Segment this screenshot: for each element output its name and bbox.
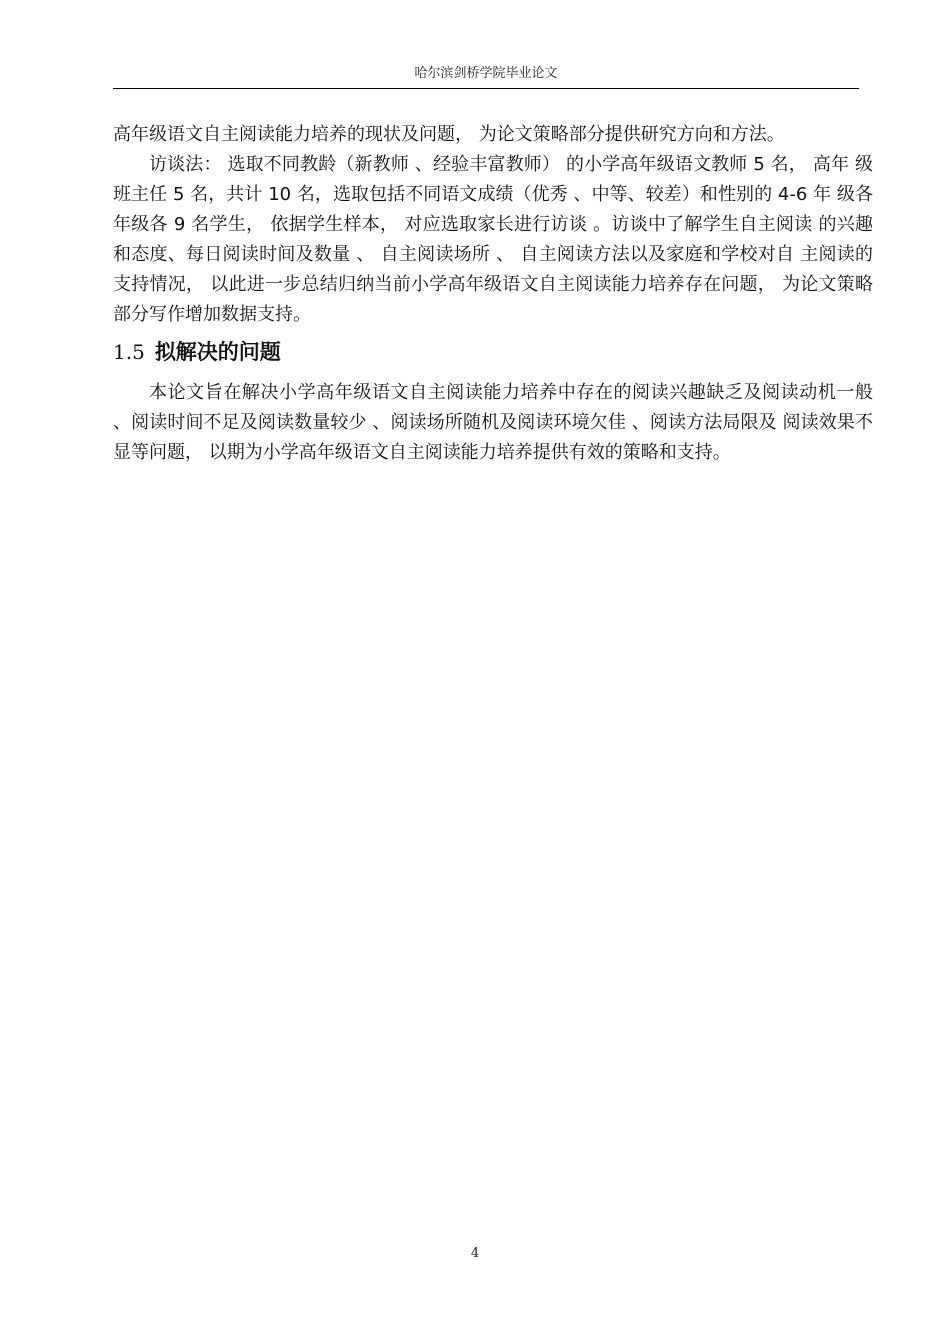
paragraph-interview-method: 访谈法： 选取不同教龄（新教师 、经验丰富教师） 的小学高年级语文教师 5 名， 高年 级班主任 5 名，共计 10 名，选取包括不同语文成绩（优秀 、中等、较差）和性别的 4-6 年 级各年级各 9 名学生， 依据学生样本， 对应选取家长进行访谈 。访谈中了解学生自主阅读 的兴趣和态度、每日阅读时间及数量 、 自主阅读场所 、 自主阅读方法以及家庭和学校对自 主阅读的支持情况， 以此进一步总结归纳当前小学高年级语文自主阅读能力培养存在问题， 为论文策略部分写作增加数据支持。 <box>113 154 873 325</box>
section-title: 拟解决的问题 <box>154 340 281 364</box>
section-heading <box>113 334 873 370</box>
paragraph-continued: 高年级语文自主阅读能力培养的现状及问题， 为论文策略部分提供研究方向和方法。 <box>113 124 785 145</box>
page-header: 哈尔滨剑桥学院毕业论文 <box>113 64 859 89</box>
document-body <box>113 120 873 468</box>
paragraph-problems: 本论文旨在解决小学高年级语文自主阅读能力培养中存在的阅读兴趣缺乏及阅读动机一般 、阅读时间不足及阅读数量较少 、阅读场所随机及阅读环境欠佳 、阅读方法局限及 阅读效果不显等问题， 以期为小学高年级语文自主阅读能力培养提供有效的策略和支持。 <box>113 382 873 463</box>
section-number: 1.5 <box>113 340 145 364</box>
page-number: 4 <box>470 1246 480 1261</box>
